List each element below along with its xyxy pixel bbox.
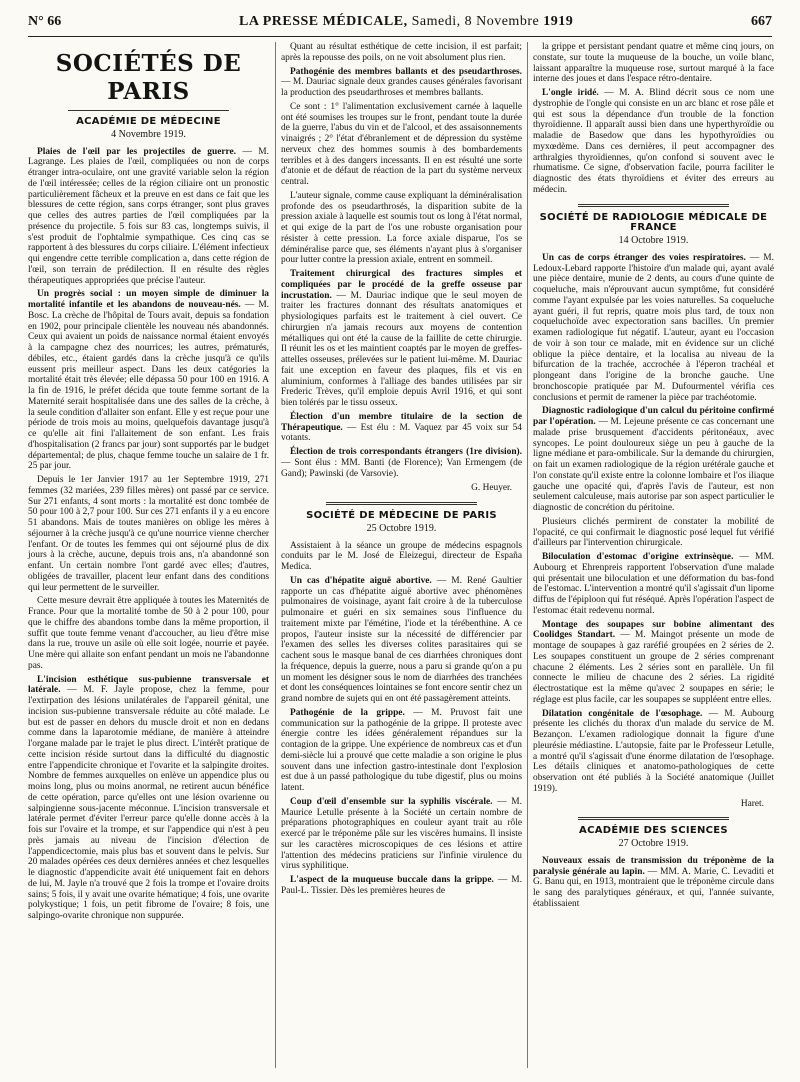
issue-number: N° 66: [28, 14, 62, 29]
article-title: Coup d'œil d'ensemble sur la syphilis viscérale.: [290, 796, 493, 807]
article-paragraph: [281, 875, 522, 897]
article-body: Assistaient à la séance un groupe de médecins espagnols conduits par le M. José de Eleizegui, directeur de España Medica.: [281, 540, 522, 572]
column-2: [281, 42, 522, 900]
section-heading: ACADÉMIE DE MÉDECINE: [76, 116, 221, 127]
article-body: la grippe et persistant pendant quatre et même cinq jours, on constate, sur toute la muqueuse de la bouche, un voile blanc, laissant apparaître la muqueuse rose, surtout marqué à la face interne des joues et dans l'espace rétro-dentaire.: [533, 42, 774, 85]
issue-date: Samedi, 8 Novembre: [407, 14, 544, 29]
article-paragraph: [281, 576, 522, 705]
section-date: 25 Octobre 1919.: [366, 522, 437, 534]
article-title: L'incision esthétique sus-pubienne transversale et latérale.: [28, 674, 269, 696]
section-heading: SOCIÉTÉ DE MÉDECINE DE PARIS: [306, 510, 497, 521]
article-body: — M. Dauriac indique que le seul moyen de traiter les fractures donnant des résultats anatomiques et physiologiques parfaits est le traitement à ciel ouvert. Ce chirurgien n'a jamais recours aux moyens de contention métalliques qui ont été la cause de la faillite de cette chirurgie. Il réunit les os et les maintient coaptés par le moyen de greffes-attelles osseuses, prélevées sur le patient lui-même. M. Dauriac fait une exception en faveur des plaques, fils et vis en aluminium, conformes à l'alliage des bandes utilisées par sir Frederic Trèves, qu'il emploie depuis Avril 1916, et qui sont bien tolérés par le tissu osseux.: [281, 290, 522, 408]
article-title: Un cas d'hépatite aiguë abortive.: [290, 575, 432, 586]
article-title: Un cas de corps étranger des voies respiratoires.: [542, 252, 746, 263]
article-body: Plusieurs clichés permirent de constater la mobilité de l'opacité, ce qui confirmait le diagnostic posé lequel fut vérifié d'ailleurs par l'intervention chirurgicale.: [533, 516, 774, 549]
article-body: Depuis le 1er Janvier 1917 au 1er Septembre 1919, 271 femmes (32 mariées, 239 filles mères) ont passé par ce service. Sur 271 enfants, 4 sont morts : la mortalité est donc tombée de 50 pour 100 à 2,7 pour 100. Sur ces 271 enfants il y a eu encore 51 abandons. Mais de toutes manières on oblige les mères à séjourner à la crèche jusqu'à ce qu'une nourrice vienne chercher l'enfant. Or de toutes les femmes qui ont séjourné plus de dix jours à la crèche, aucune, depuis trois ans, n'a abandonné son enfant. Un certain nombre l'ont gardé avec elles; d'autres, obligées de travailler, placent leur enfant dans des conditions qui leur permettent de le surveiller.: [28, 475, 269, 593]
article-paragraph: [28, 596, 269, 671]
article-title: Nouveaux essais de transmission du tréponème de la paralysie générale au lapin.: [533, 855, 774, 877]
article-paragraph: [281, 191, 522, 266]
article-paragraph: [28, 475, 269, 593]
article-paragraph: [533, 709, 774, 795]
issue-year: 1919: [543, 14, 574, 29]
article-paragraph: [281, 797, 522, 872]
article-body: — M. René Gaultier rapporte un cas d'hépatite aiguë abortive avec phénomènes pulmonaires de voisinage, ayant fait croire à de la tuberculose pulmonaire et guéri en six semaines sous l'influence du traitement mixte par l'émétine, l'iode et la térébenthine. A ce propos, l'auteur insiste sur la nécessité de différencier par l'examen des selles les diverses colites parasitaires qui se cachent sous le masque banal de ces diarrhées chroniques dont la fréquence, depuis la guerre, nous a paru si grande qu'on a pu un moment les désigner sous le nom de diarrhées des tranchées et dont les conséquences lointaines se font encore sentir chez un grand nombre de sujets qui en ont été passagèrement atteints.: [281, 575, 522, 704]
article-paragraph: [281, 269, 522, 409]
article-title: Diagnostic radiologique d'un calcul du péritoine confirmé par l'opération.: [533, 406, 774, 427]
section-rule: [578, 204, 729, 207]
section-heading: SOCIÉTÉ DE RADIOLOGIE MÉDICALE DE FRANCE: [539, 211, 768, 234]
article-list: [28, 147, 269, 922]
article-body: — M. Dauriac signale deux grandes causes générales favorisant la production des pseudarthroses et membres ballants.: [281, 77, 522, 98]
article-paragraph: [281, 447, 522, 479]
article-list: [533, 856, 774, 910]
article-list: [281, 541, 522, 897]
section-rule: [326, 502, 477, 505]
article-title: L'aspect de la muqueuse buccale dans la grippe.: [290, 875, 494, 885]
article-paragraph: [281, 67, 522, 99]
article-body: — Est élu : M. Vaquez par 45 voix sur 54 votants.: [281, 422, 522, 444]
article-paragraph: [533, 88, 774, 196]
article-body: — M. Maingot présente un mode de montage de soupapes à gaz raréfié groupées en 2 séries de 2. Les soupapes constituent un groupe de 2 séries comprenant chacune 2 éléments. Les 2 séries sont en parallèle. Un fil connecte le milieu de chacune des 2 séries. La rigidité électrostatique est la même qu'avec 2 soupapes en série; le réglage est plus facile, car les soupapes se suppléent entre elles.: [533, 630, 774, 705]
article-paragraph: [28, 675, 269, 922]
section-date: 27 Octobre 1919.: [618, 838, 689, 849]
article-paragraph: [281, 708, 522, 794]
article-paragraph: [28, 289, 269, 472]
article-body: L'auteur signale, comme cause expliquant la déminéralisation profonde des os pseudarthrosés, la disparition subite de la pression axiale à laquelle est soumis tout os long à l'état normal, et qui exige de la part de l'os une robuste organisation pour résister à cette pression. La force axiale disparue, l'os se déminéralise parce que, ses éléments n'ayant plus à s'organiser pour lutter contre la pression axiale, entrent en sommeil.: [281, 190, 522, 266]
column-1: [28, 42, 269, 925]
section-rule: [578, 817, 729, 820]
section-heading: ACADÉMIE DES SCIENCES: [579, 825, 728, 837]
article-paragraph: [281, 42, 522, 64]
article-body: — MM. Aubourg et Ehrenpreis rapportent l'observation d'une malade qui présentait une biloculation et une déformation du bas-fond de l'estomac. L'intervention a montré qu'il s'agissait d'un lipome diffus de l'épiploon qui fut réséqué. Après l'opération l'aspect de l'estomac était redevenu normal.: [533, 552, 774, 616]
article-body: — MM. A. Marie, C. Levaditi et G. Banu qui, en 1913, montraient que le tréponème circule dans le sang des paralytiques généraux, et qui, l'année suivante, établissaient: [533, 866, 774, 909]
section-date: 14 Octobre 1919.: [618, 235, 689, 246]
article-body: — M. Lejeune présente ce cas concernant une malade prise brusquement d'accidents péritonéaux, avec syncopes. Le point douloureux siège un peu à gauche de la ligne médiane et para-ombilicale. Sur la demande du chirurgien, on fait un examen radiologique de la région urétérale gauche et l'on constate qu'il existe entre la colonne lombaire et l'os iliaque gauche une opacité qui, d'après l'avis de l'auteur, est non seulement calculeuse, mais autorise par son aspect particulier le diagnostic de concrétion du péritoine.: [533, 417, 774, 513]
article-list: [533, 42, 774, 196]
article-paragraph: [533, 406, 774, 514]
article-body: Ce sont : 1° l'alimentation exclusivement carnée à laquelle ont été soumises les troupes sur le front, pendant toute la durée de la guerre, l'abus du vin et de l'alcool, et des assaisonnements vinaigrés ; 2° l'état d'ébranlement et de dépression du système nerveux chez des hommes soumis à des bombardements terribles et à des dangers incessants. Il en est résulté une sorte d'atonie et de défaut de réaction de la part du système nerveux central.: [281, 101, 522, 187]
article-body: — M. Bosc. La crèche de l'hôpital de Tours avait, depuis sa fondation en 1902, pour principale clientèle les nouveau nés abandonnés. Ceux qui avaient un poids de naissance normal étaient envoyés à la campagne chez des nourrices; les autres, prématurés, débiles, etc., étaient gardés dans la crèche jusqu'à ce qu'ils eussent pris meilleur aspect. Dans les deux catégories la mortalité était très élevée; elle dépassa 50 pour 100 en 1916. A la fin de 1916, le préfet décida que toute femme sortant de la Maternité serait hospitalisée dans une des salles de la crèche, à la seule condition d'allaiter son enfant. Elle y est reçue pour une période de trois mois au moins, quelquefois davantage jusqu'à ce qu'elle ait fini l'allaitement de son enfant. Les frais d'hospitalisation (2 francs par jour) sont supportés par le budget départemental; de plus, chaque femme touche un salaire de 1 fr. 25 par jour.: [28, 300, 269, 472]
article-list: [533, 253, 774, 795]
article-paragraph: [533, 42, 774, 85]
article-list: [281, 42, 522, 479]
article-body: — M. Aubourg présente les clichés du thorax d'un malade du service de M. Bezançon. L'examen radiologique donnait la figure d'une pleurésie médiastine. L'autopsie, faite par le Professeur Letulle, a montré qu'il s'agissait d'une énorme dilatation de l'œsophage. Les détails cliniques et anatomo-pathologiques de cette observation ont été publiés à la Société anatomique (Juillet 1919).: [533, 708, 774, 794]
article-body: Cette mesure devrait être appliquée à toutes les Maternités de France. Pour que la mortalité tombe de 50 à 2 pour 100, pour que le chiffre des abandons tombe dans la même proportion, il suffit que toute femme venant d'accoucher, au lieu d'être mise dans la rue, trouve un asile où elle soit logée, nourrie et payée. Une mère qui allaite son enfant pendant un mois ne l'abandonne pas.: [28, 596, 269, 671]
article-title: Dilatation congénitale de l'œsophage.: [542, 708, 703, 719]
journal-name: LA PRESSE MÉDICALE,: [239, 14, 408, 29]
header-rule: [28, 36, 772, 37]
article-title: Biloculation d'estomac d'origine extrinsèque.: [542, 552, 734, 562]
article-title: Un progrès social : un moyen simple de diminuer la mortalité infantile et les abandons de nouveau-nés.: [28, 289, 269, 310]
article-paragraph: [281, 102, 522, 188]
article-title: L'ongle iridé.: [542, 88, 599, 98]
article-paragraph: [533, 517, 774, 549]
article-body: — M. Ledoux-Lebard rapporte l'histoire d'un malade qui, ayant avalé une pièce dentaire, munie de 2 dents, au cours d'une quinte de coqueluche, mais n'éprouvant aucun symptôme, fut considéré comme l'ayant expulsée par les voies naturelles. Sa coqueluche ayant guéri, il fut repris, quatre mois plus tard, de toux non coqueluchoïde avec expectoration sans bacilles. Un premier examen radiologique fut négatif. L'auteur, ayant eu l'occasion de voir à son tour ce malade, mit en évidence sur un cliché oblique la pièce dentaire, et la localisa au niveau de la bifurcation de la trachée, accrochée à l'éperon trachéal et plongeant dans l'origine de la bronche gauche. Une bronchoscopie pratiquée par M. Dufourmentel vérifia ces conclusions et permit de ramener la pièce par trachéotomie.: [533, 252, 774, 403]
article-title: Élection de trois correspondants étrangers (1re division).: [290, 447, 522, 457]
column-3: [533, 42, 774, 913]
article-title: Montage des soupapes sur bobine alimentant des Coolidges Standart.: [533, 619, 774, 641]
article-body: — M. A. Blind décrit sous ce nom une dystrophie de l'ongle qui consiste en un arc blanc et rose pâle et qui est sous la dépendance d'un trouble de la fonction thyroïdienne. Il apparaît aussi bien dans une hyperthyroïdie ou maladie de Basedow que dans les hypothyroïdies ou myxœdème. Dans ces dernières, il peut accompagner des arthralgies thyroïdiennes, qu'on confond si souvent avec le rhumatisme. Ce signe, d'observation facile, pourra faciliter le diagnostic des états thyroïdiens et éviter des erreurs au médecin.: [533, 88, 774, 195]
article-title: Traitement chirurgical des fractures simples et compliquées par le procédé de la greffe osseuse par incrustation.: [281, 269, 522, 301]
journal-title-line: [239, 14, 573, 30]
page-header: [28, 14, 772, 34]
article-body: — M. Pruvost fait une communication sur la pathogénie de la grippe. Il proteste avec énergie contre les idées généralement répandues sur la contagion de la grippe. Une expérience de nombreux cas et d'un demi-siècle lui a prouvé que cette maladie a son origine le plus souvent dans une infection gastro-intestinale dont l'explosion est due à un passé pathologique du tube digestif, plus ou moins latent.: [281, 707, 522, 793]
article-paragraph: [533, 552, 774, 617]
page-number: 667: [751, 14, 772, 29]
article-body: — M. Maurice Letulle présente à la Société un certain nombre de préparations photographiques en couleur ayant trait au rôle exercé par le tréponème pâle sur les viscères humains. Il insiste sur les caractères microscopiques de ces lésions et attire l'attention des médecins praticiens sur l'infinie virulence du virus syphilitique.: [281, 796, 522, 872]
article-body: — M. Lagrange. Les plaies de l'œil, compliquées ou non de corps étranger intra-oculaire, ont une gravité variable selon la région de l'œil intéressée; celles de la région ciliaire ont un pronostic particulièrement fâcheux et la preuve en est dans ce fait que les blessures de cette région, sans corps étranger, sont plus graves que celles des autres parties de l'œil compliquées par la présence du projectile. 5 fois sur 83 cas, longtemps suivis, il s'est produit de l'ophtalmie sympathique. Ces cinq cas se rapportent à des blessures du corps ciliaire. L'élément infectieux qui engendre cette terrible complication a, dans cette région de l'œil, son terrain de prédilection. Il en résulte des règles thérapeutiques appropriées que précise l'auteur.: [28, 146, 269, 286]
article-paragraph: [533, 253, 774, 404]
article-paragraph: [281, 412, 522, 444]
title-rule: [68, 110, 229, 111]
page-title: SOCIÉTÉS DE PARIS: [55, 50, 242, 105]
article-paragraph: [533, 620, 774, 706]
article-title: Pathogénie de la grippe.: [290, 707, 405, 718]
article-body: Quant au résultat esthétique de cette incision, il est parfait; après la repousse des poils, on ne voit absolument plus rien.: [281, 42, 522, 63]
signature: G. Heuyer.: [471, 483, 512, 494]
article-body: — M. F. Jayle propose, chez la femme, pour l'extirpation des lésions unilatérales de l'appareil génital, une incision sus-pubienne transversale réduite au côté malade. Le but est de passer en dehors du muscle droit et non en dedans comme dans la laparotomie médiane, de manière à atteindre l'organe malade par le trajet le plus direct. L'intérêt pratique de cette incision réside surtout dans la difficulté du diagnostic entre l'appendicite chronique et l'ovarite et la salpingite droites. Nombre de femmes auxquelles on enlève un appendice plus ou moins long, plus ou moins anormal, ne retirent aucun bénéfice de cette opération, parce qu'elles ont une lésion ovarienne ou salpingienne sous-jacente méconnue. L'incision transversale et latérale permet d'éviter l'erreur parce qu'elle donne accès à la fois sur l'ovaire et la trompe, et sur l'appendice qui n'est à peu près jamais au niveau de l'incision d'élection de l'appendicectomie, mais plus bas et souvent dans le pelvis. Sur 20 malades opérées ces deux dernières années et chez lesquelles le diagnostic d'appendicite avait été uniquement fait en dehors de lui, M. Jayle n'a trouvé que 2 fois la trompe et l'ovaire droits sains; 5 fois, il y avait une ovarite hématique; 4 fois, une ovarite polykystique; 1 fois, un petit fibrome de l'ovaire; 8 fois, une salpingo-ovarite chronique non suppurée.: [28, 685, 269, 921]
article-title: Élection d'un membre titulaire de la section de Thérapeutique.: [281, 411, 522, 433]
column-separator: [275, 42, 276, 1068]
column-separator: [527, 42, 528, 1068]
article-title: Pathogénie des membres ballants et des pseudarthroses.: [290, 66, 522, 77]
article-paragraph: [28, 147, 269, 287]
article-body: — Sont élus : MM. Banti (de Florence); Van Ermengem (de Gand); Pawinski (de Varsovie).: [281, 457, 522, 479]
article-paragraph: [533, 856, 774, 910]
article-paragraph: [281, 541, 522, 573]
article-title: Plaies de l'œil par les projectiles de guerre.: [37, 146, 237, 157]
section-date: 4 Novembre 1919.: [111, 128, 186, 140]
signature: Haret.: [740, 798, 764, 809]
article-body: — M. Paul-L. Tissier. Dès les premières heures de: [281, 875, 522, 896]
